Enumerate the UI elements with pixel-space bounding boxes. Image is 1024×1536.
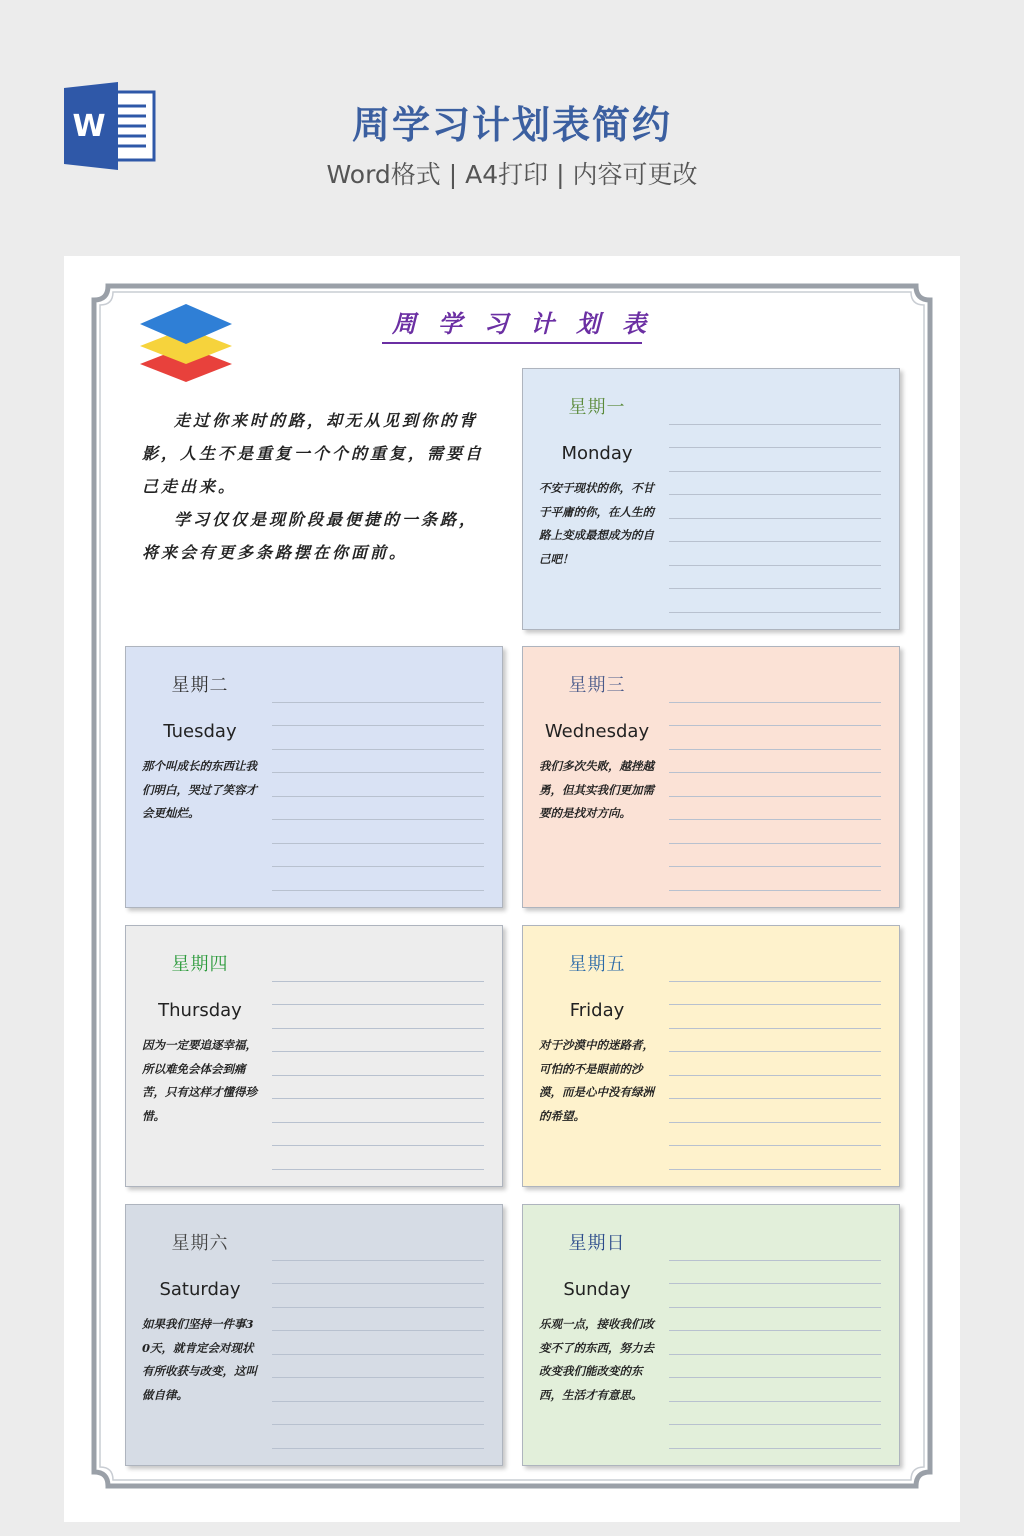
day-card-tuesday (125, 646, 503, 908)
day-name-en: Monday (561, 443, 633, 464)
page-subtitle: Word格式 | A4打印 | 内容可更改 (326, 160, 698, 189)
writing-lines[interactable] (272, 958, 484, 1174)
day-quote: 因为一定要追逐幸福，所以难免会体会到痛苦，只有这样才懂得珍惜。 (142, 1038, 257, 1123)
day-name-en: Friday (569, 1000, 625, 1021)
day-quote: 如果我们坚持一件事30天，就肯定会对现状有所收获与改变，这叫做自律。 (142, 1317, 257, 1402)
writing-lines[interactable] (669, 679, 881, 895)
day-name-en: Wednesday (544, 721, 650, 742)
day-card-monday (522, 368, 900, 630)
day-card-thursday (125, 925, 503, 1187)
document-page (64, 256, 960, 1522)
writing-lines[interactable] (272, 1237, 484, 1453)
document-title: 周学习计划表 (382, 304, 642, 344)
page-title: 周学习计划表简约 (351, 103, 672, 147)
day-card-sunday (522, 1204, 900, 1466)
day-name-cn: 星期日 (568, 1233, 626, 1254)
day-name-cn: 星期六 (171, 1233, 229, 1254)
writing-lines[interactable] (669, 401, 881, 617)
day-name-cn: 星期一 (568, 397, 626, 418)
day-quote: 我们多次失败，越挫越勇，但其实我们更加需要的是找对方向。 (539, 759, 654, 820)
day-quote: 乐观一点，接收我们改变不了的东西，努力去改变我们能改变的东西，生活才有意思。 (539, 1317, 654, 1402)
day-name-en: Tuesday (163, 721, 237, 742)
day-card-friday (522, 925, 900, 1187)
day-card-wednesday (522, 646, 900, 908)
writing-lines[interactable] (669, 1237, 881, 1453)
writing-lines[interactable] (669, 958, 881, 1174)
day-card-saturday (125, 1204, 503, 1466)
svg-text:W: W (72, 109, 106, 144)
intro-paragraph: 学习仅仅是现阶段最便捷的一条路，将来会有更多条路摆在你面前。 (142, 510, 479, 562)
day-name-en: Sunday (563, 1279, 631, 1300)
day-quote: 对于沙漠中的迷路者，可怕的不是眼前的沙漠，而是心中没有绿洲的希望。 (539, 1038, 654, 1123)
day-name-cn: 星期二 (171, 675, 229, 696)
day-quote: 不安于现状的你，不甘于平庸的你，在人生的路上变成最想成为的自己吧！ (539, 481, 654, 566)
writing-lines[interactable] (272, 679, 484, 895)
stacked-layers-icon (138, 300, 234, 386)
intro-paragraph: 走过你来时的路，却无从见到你的背影，人生不是重复一个个的重复，需要自己走出来。 (142, 411, 485, 496)
day-name-cn: 星期五 (568, 954, 626, 975)
day-name-en: Saturday (159, 1279, 241, 1300)
day-name-cn: 星期四 (171, 954, 229, 975)
intro-text (142, 404, 492, 569)
day-quote: 那个叫成长的东西让我们明白，哭过了笑容才会更灿烂。 (142, 759, 257, 820)
day-name-cn: 星期三 (568, 675, 626, 696)
day-name-en: Thursday (158, 1000, 242, 1021)
